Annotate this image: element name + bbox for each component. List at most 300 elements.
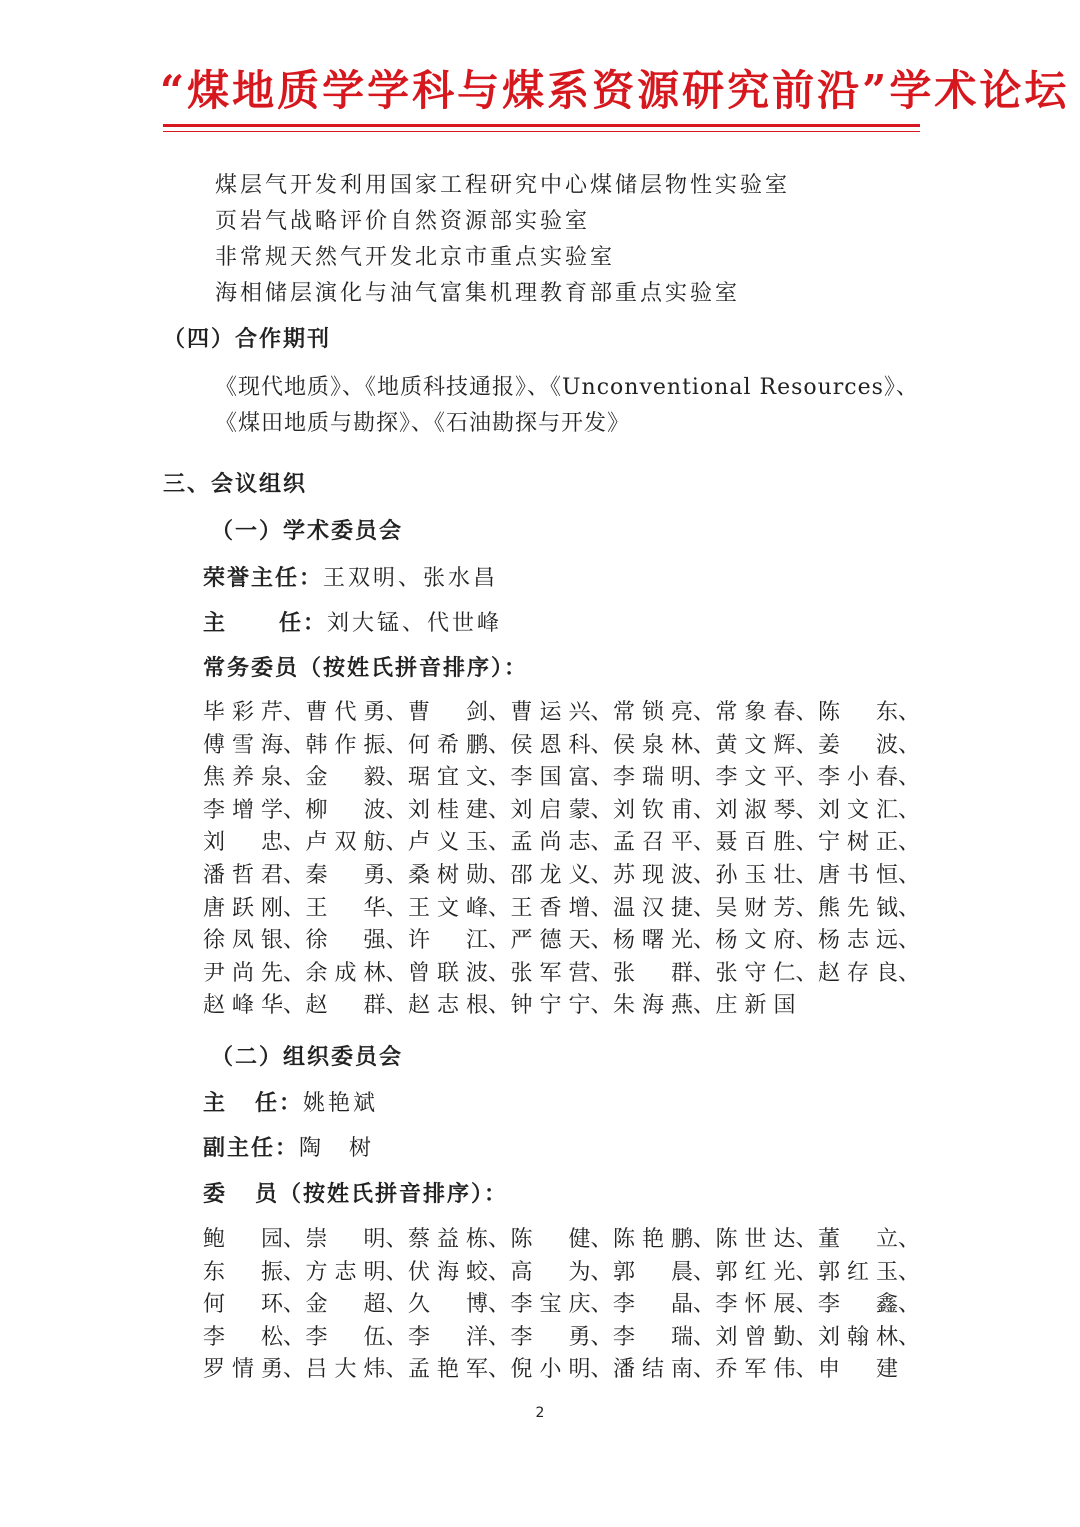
member-name: 刘文汇 [818,797,898,823]
member-row [203,825,923,855]
member-separator: 、 [283,1357,306,1383]
member-separator: 、 [385,1259,408,1285]
member-name: 温汉捷 [613,895,693,921]
member-name: 刘桂建 [408,797,488,823]
member-name: 李宝庆 [510,1292,591,1318]
member-name: 郭红光 [715,1259,796,1285]
member-separator: 、 [898,732,921,758]
member-name-cell [511,1255,614,1285]
member-name: 陈健 [510,1227,591,1252]
member-separator: 、 [590,863,613,888]
member-separator: 、 [385,928,408,954]
member-name-cell [511,728,614,758]
organization-heading: 三、会议组织 [163,472,308,497]
member-name-cell [511,1222,614,1252]
member-name: 傅雪海 [203,732,283,758]
member-separator: 、 [283,1292,306,1318]
member-name: 乔军伟 [715,1357,796,1383]
member-name-cell [306,1352,409,1382]
member-separator: 、 [590,1292,613,1318]
member-separator [898,1352,920,1382]
member-name: 申建 [818,1357,898,1383]
member-name: 杨志远 [818,928,898,954]
member-name: 刘翰林 [818,1324,898,1350]
member-name: 吴财芳 [715,895,796,921]
member-separator: 、 [898,1292,921,1318]
member-name: 卢双舫 [305,830,386,856]
member-separator: 、 [488,895,511,921]
member-separator: 、 [488,928,511,954]
member-separator: 、 [385,1292,408,1318]
lab-item: 非常规天然气开发北京市重点实验室 [215,245,616,270]
member-name-cell [613,1320,716,1350]
member-separator: 、 [898,797,921,823]
member-name: 李瑞 [613,1324,693,1350]
member-row [203,1320,923,1350]
honorary-director-value: 王双明、张水昌 [323,566,499,591]
member-name: 崇明 [305,1227,386,1252]
member-name-cell [613,1287,716,1317]
member-row [203,695,923,725]
member-name-cell [408,695,511,725]
member-name: 东振 [203,1259,283,1285]
member-name-cell [511,1287,614,1317]
member-name-cell [511,1320,614,1350]
member-name-cell [203,1222,306,1252]
member-name: 鲍园 [203,1227,283,1252]
member-separator: 、 [590,1324,613,1350]
member-name-cell [408,793,511,823]
member-name-cell [818,956,921,986]
member-name-cell [306,825,409,855]
member-name-cell [511,1352,614,1382]
member-name: 张群 [613,960,693,986]
member-name-cell [306,858,409,888]
deputy-director-row [203,1131,399,1162]
member-name-cell [716,1352,819,1382]
member-name: 尹尚先 [203,960,283,986]
member-separator: 、 [795,1324,818,1350]
member-name-cell [716,728,819,758]
member-name: 毕彩芹 [203,700,283,725]
org-director-label-b: 任： [255,1091,304,1116]
member-name-cell [203,858,306,888]
page-number: 2 [535,1405,545,1421]
member-separator: 、 [590,732,613,758]
member-separator: 、 [488,1324,511,1350]
member-separator: 、 [488,1292,511,1318]
member-name: 杨文府 [715,928,796,954]
member-name-cell [716,956,819,986]
member-separator: 、 [898,863,921,888]
member-separator: 、 [590,960,613,986]
member-name-cell [818,1287,921,1317]
lab-item: 煤层气开发利用国家工程研究中心煤储层物性实验室 [215,173,791,198]
academic-committee-heading: （一）学术委员会 [211,519,404,544]
member-name-cell [408,923,511,953]
member-separator: 、 [795,1357,818,1383]
member-name-cell [511,760,614,790]
member-name-cell [408,1255,511,1285]
member-separator: 、 [693,1324,716,1350]
member-row [203,728,923,758]
member-separator: 、 [795,1227,818,1252]
member-name-cell [613,891,716,921]
member-name: 李小春 [818,765,898,791]
director-label-b: 任： [279,611,328,636]
member-name: 徐强 [305,928,386,954]
member-name-cell [613,728,716,758]
member-name-cell [818,1320,921,1350]
member-row [203,858,923,888]
member-name-cell [716,891,819,921]
member-name-cell [203,728,306,758]
member-name-cell [613,988,716,1018]
member-separator: 、 [385,1324,408,1350]
member-name-cell [203,793,306,823]
member-name-cell [511,923,614,953]
member-name-cell [716,793,819,823]
member-name-cell [306,923,409,953]
member-name: 秦勇 [305,863,386,888]
member-separator: 、 [590,1259,613,1285]
org-members-label-row [203,1177,508,1208]
member-name: 熊先钺 [818,895,898,921]
member-row [203,956,923,986]
member-separator: 、 [795,700,818,725]
member-name: 陈艳鹏 [613,1227,693,1252]
member-row [203,923,923,953]
member-separator: 、 [898,830,921,856]
member-separator: 、 [693,797,716,823]
member-separator: 、 [283,863,306,888]
member-name-cell [818,825,921,855]
title-rule-thin [163,131,920,132]
journals-line-2: 《煤田地质与勘探》、《石油勘探与开发》 [215,411,631,436]
member-name: 蔡益栋 [408,1227,488,1252]
member-name-cell [306,1222,409,1252]
member-separator: 、 [488,1357,511,1383]
member-name: 张军营 [510,960,591,986]
member-separator: 、 [488,960,511,986]
member-name-cell [613,1222,716,1252]
member-name-cell [408,728,511,758]
member-separator: 、 [488,830,511,856]
member-name: 唐跃刚 [203,895,283,921]
member-separator: 、 [693,1292,716,1318]
member-name: 韩作振 [305,732,386,758]
member-separator: 、 [590,993,613,1019]
member-name-cell [511,825,614,855]
member-separator: 、 [898,1227,921,1252]
member-name: 焦养泉 [203,765,283,791]
member-name: 刘启蒙 [510,797,591,823]
member-name: 唐书恒 [818,863,898,888]
org-director-row [203,1086,378,1117]
member-name-cell [306,956,409,986]
member-name: 吕大炜 [305,1357,386,1383]
member-separator: 、 [693,700,716,725]
member-separator: 、 [693,960,716,986]
member-name: 李勇 [510,1324,591,1350]
member-separator: 、 [283,960,306,986]
member-separator: 、 [385,895,408,921]
member-name-cell [716,1222,819,1252]
member-name: 侯恩科 [510,732,591,758]
member-name: 余成林 [305,960,386,986]
honorary-director-row [203,561,498,592]
member-separator: 、 [488,1259,511,1285]
member-separator: 、 [385,1357,408,1383]
member-name-cell [306,760,409,790]
member-separator: 、 [385,993,408,1019]
member-name-cell [306,1287,409,1317]
member-name: 邵龙义 [510,863,591,888]
member-separator: 、 [590,830,613,856]
member-separator: 、 [488,732,511,758]
member-name: 赵志根 [408,993,488,1019]
member-separator: 、 [590,797,613,823]
member-name-cell [203,988,306,1018]
member-separator: 、 [795,797,818,823]
member-name: 李国富 [510,765,591,791]
member-name-cell [203,956,306,986]
member-name-cell [408,1222,511,1252]
member-name: 李洋 [408,1324,488,1350]
member-name-cell [818,793,921,823]
member-name: 曹代勇 [305,700,386,725]
member-separator: 、 [283,830,306,856]
member-name-cell [408,1287,511,1317]
member-separator: 、 [795,1292,818,1318]
member-name-cell [716,923,819,953]
member-row [203,891,923,921]
member-name-cell [613,695,716,725]
member-name-cell [408,1352,511,1382]
member-name: 郭红玉 [818,1259,898,1285]
member-separator: 、 [488,993,511,1019]
member-separator: 、 [488,765,511,791]
member-name-cell [818,923,921,953]
member-name: 久博 [408,1292,488,1318]
member-name: 刘钦甫 [613,797,693,823]
member-name: 庄新国 [715,993,796,1019]
org-members-label-a: 委 [203,1182,228,1207]
member-name: 李鑫 [818,1292,898,1318]
member-name-cell [716,1320,819,1350]
member-name: 李伍 [305,1324,386,1350]
member-separator: 、 [693,1357,716,1383]
member-name: 金毅 [305,765,386,791]
member-name-cell [203,695,306,725]
honorary-director-label: 荣誉主任： [203,566,324,591]
member-name: 李文平 [715,765,796,791]
member-name-cell [306,728,409,758]
member-name: 孙玉壮 [715,863,796,888]
member-name-cell [511,793,614,823]
member-name: 孟艳军 [408,1357,488,1383]
member-separator: 、 [283,732,306,758]
member-separator: 、 [385,863,408,888]
member-name: 桑树勋 [408,863,488,888]
member-separator: 、 [283,928,306,954]
member-name: 陈东 [818,700,898,725]
member-separator: 、 [590,895,613,921]
member-row [203,1352,923,1382]
member-name-cell [613,793,716,823]
member-name: 方志明 [305,1259,386,1285]
member-name-cell [511,956,614,986]
member-name-cell [613,1352,716,1382]
member-name: 李增学 [203,797,283,823]
member-name: 李瑞明 [613,765,693,791]
member-name-cell [716,760,819,790]
member-name: 徐凤银 [203,928,283,954]
member-name: 曹运兴 [510,700,591,725]
member-name-cell [203,1352,306,1382]
member-name-cell [511,695,614,725]
member-separator: 、 [488,700,511,725]
member-separator: 、 [693,895,716,921]
member-name-cell [716,858,819,888]
member-name: 李怀展 [715,1292,796,1318]
member-name-cell [203,923,306,953]
member-name-cell [613,956,716,986]
member-name: 李晶 [613,1292,693,1318]
member-separator: 、 [898,765,921,791]
member-name: 董立 [818,1227,898,1252]
deputy-director-label: 副主任： [203,1136,300,1161]
member-name: 金超 [305,1292,386,1318]
member-name-cell [716,988,819,1018]
member-separator: 、 [385,700,408,725]
member-name: 何环 [203,1292,283,1318]
member-name: 姜波 [818,732,898,758]
member-separator: 、 [283,700,306,725]
member-name-cell [203,1255,306,1285]
member-name-cell [716,695,819,725]
member-name-cell [613,858,716,888]
member-name: 刘淑琴 [715,797,796,823]
org-director-value: 姚艳斌 [303,1091,379,1116]
member-separator: 、 [385,797,408,823]
member-name: 侯泉林 [613,732,693,758]
member-name-cell [818,858,921,888]
member-name: 许江 [408,928,488,954]
member-name: 潘结南 [613,1357,693,1383]
member-name-cell [716,825,819,855]
member-name-cell [613,923,716,953]
member-name: 宁树正 [818,830,898,856]
member-name: 琚宜文 [408,765,488,791]
member-name: 曹剑 [408,700,488,725]
member-separator: 、 [283,1259,306,1285]
member-separator: 、 [898,1259,921,1285]
member-separator: 、 [795,863,818,888]
member-name-cell [818,760,921,790]
member-name-cell [511,891,614,921]
member-separator: 、 [693,765,716,791]
member-name-cell [408,891,511,921]
member-separator: 、 [488,1227,511,1252]
member-separator: 、 [693,993,716,1019]
member-separator: 、 [898,1324,921,1350]
member-name: 常锁亮 [613,700,693,725]
member-name-cell [306,695,409,725]
member-name: 王香增 [510,895,591,921]
member-name: 卢义玉 [408,830,488,856]
member-separator: 、 [693,1227,716,1252]
member-name: 孟召平 [613,830,693,856]
member-name-cell [408,1320,511,1350]
lab-item: 页岩气战略评价自然资源部实验室 [215,209,591,234]
member-separator: 、 [590,928,613,954]
member-separator: 、 [795,732,818,758]
member-separator: 、 [693,863,716,888]
member-separator: 、 [385,732,408,758]
member-name-cell [818,891,921,921]
member-separator: 、 [590,765,613,791]
member-name-cell [613,825,716,855]
member-name-cell [511,988,614,1018]
member-separator: 、 [283,993,306,1019]
deputy-director-value: 陶树 [299,1136,400,1161]
member-row [203,793,923,823]
member-separator: 、 [898,700,921,725]
member-name-cell [306,1320,409,1350]
member-name-cell [613,760,716,790]
member-name: 赵群 [305,993,386,1019]
member-name: 刘曾勤 [715,1324,796,1350]
member-name: 杨曙光 [613,928,693,954]
member-row [203,988,923,1018]
member-row [203,1255,923,1285]
member-separator: 、 [898,960,921,986]
member-name-cell [818,1222,921,1252]
member-separator: 、 [488,797,511,823]
member-separator: 、 [590,700,613,725]
member-separator: 、 [693,1259,716,1285]
member-name: 常象春 [715,700,796,725]
member-name-cell [818,728,921,758]
member-separator: 、 [283,797,306,823]
member-separator: 、 [795,928,818,954]
member-name-cell [203,1320,306,1350]
member-name: 赵峰华 [203,993,283,1019]
member-name-cell [408,858,511,888]
member-name: 张守仁 [715,960,796,986]
member-separator: 、 [590,1227,613,1252]
member-separator: 、 [898,928,921,954]
member-separator: 、 [488,863,511,888]
director-value: 刘大锰、代世峰 [327,611,503,636]
member-name: 严德天 [510,928,591,954]
member-name-cell [408,760,511,790]
member-row [203,760,923,790]
member-separator [796,988,818,1018]
org-members-label-b: 员（按姓氏拼音排序）： [255,1182,509,1207]
member-name-cell [818,1352,921,1382]
member-name-cell [408,988,511,1018]
member-name: 曾联波 [408,960,488,986]
member-name-cell [306,793,409,823]
member-separator: 、 [795,895,818,921]
title-rule-thick [163,124,920,127]
member-name-cell [203,1287,306,1317]
member-separator: 、 [795,765,818,791]
member-separator: 、 [283,1324,306,1350]
member-separator: 、 [693,928,716,954]
